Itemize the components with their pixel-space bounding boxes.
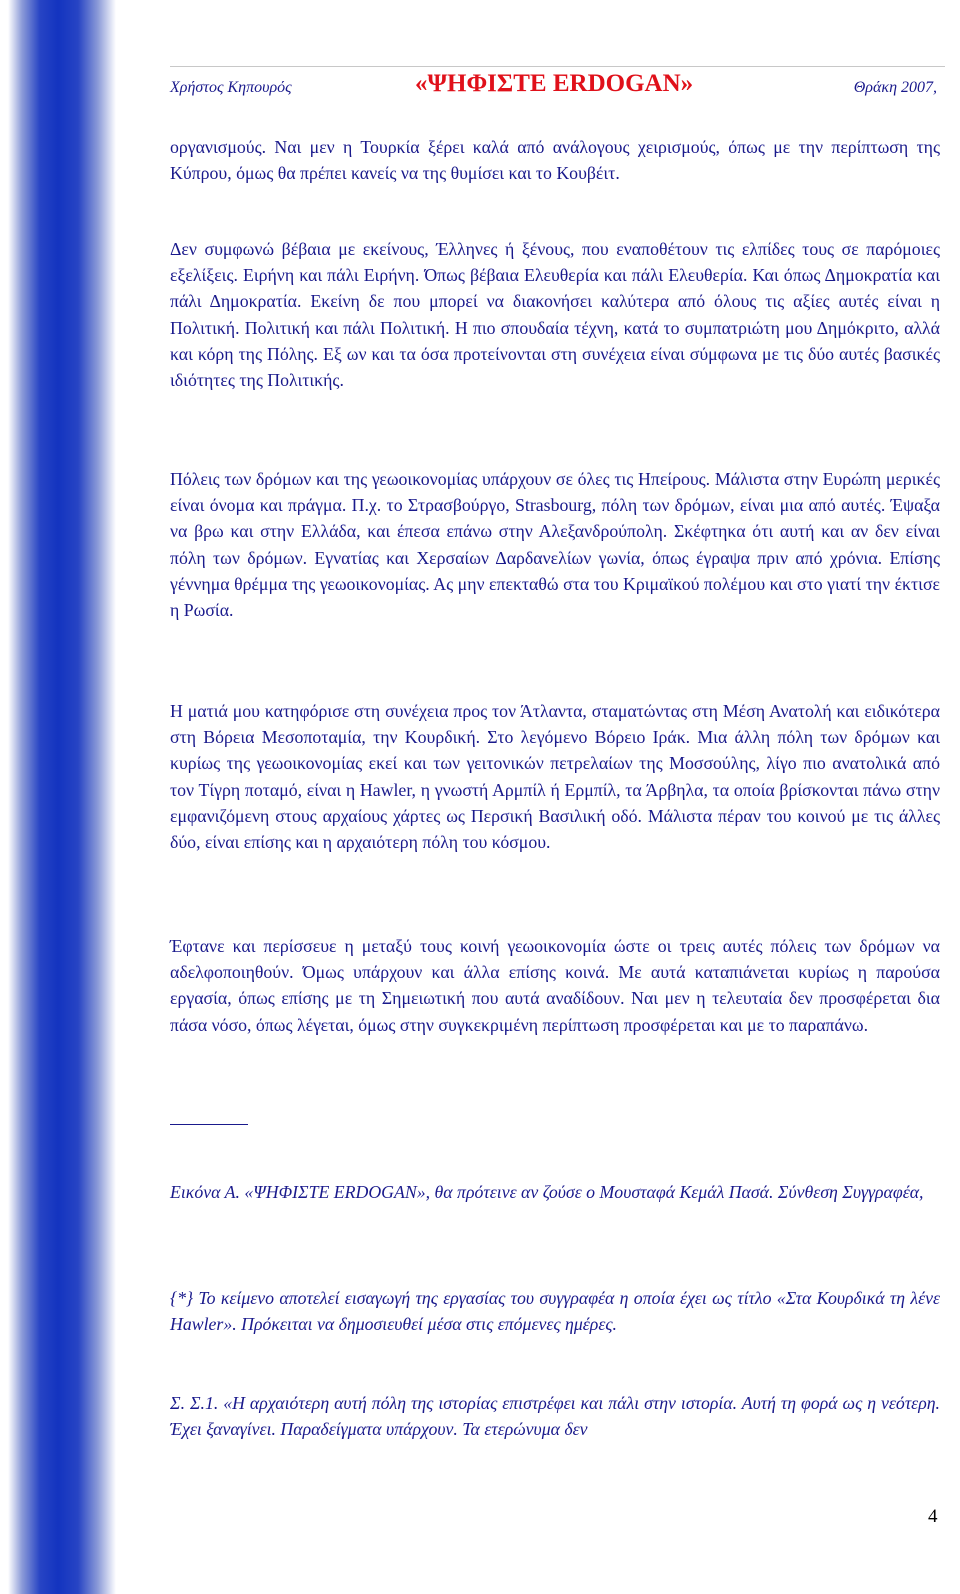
- figure-caption: Εικόνα Α. «ΨΗΦΙΣΤΕ ERDOGAN», θα πρότεινε αν ζούσε ο Μουσταφά Κεμάλ Πασά. Σύνθεση Συγγραφέα,: [170, 1182, 924, 1202]
- footnote-intro: {*} Το κείμενο αποτελεί εισαγωγή της εργασίας του συγγραφέα η οποία έχει ως τίτλο «Στα Κουρδικά τη λένε Hawler». Πρόκειται να δημοσιευθεί μέσα στις επόμενες ημέρες.: [170, 1288, 940, 1334]
- header-place-date: Θράκη 2007,: [853, 79, 937, 96]
- paragraph-3: Πόλεις των δρόμων και της γεωοικονομίας υπάρχουν σε όλες τις Ηπείρους. Μάλιστα στην Ευρώπη μερικές είναι όνομα και πράγμα. Π.χ. το Στρασβούργο, Strasbourg, πόλη των δρόμων, είναι μια από αυτές. Έψαξα να βρω και στην Ελλάδα, και έπεσα επάνω στην Αλεξανδρούπολη. Σκέφτηκα ότι αυτή και αν δεν είναι πόλη των δρόμων. Εγνατίας και Χερσαίων Δαρδανελίων γωνία, όπως έγραψα πριν από χρόνια. Επίσης γέννημα θρέμμα της γεωοικονομίας. Ας μην επεκταθώ στα του Κριμαϊκού πολέμου και στο γιατί την έκτισε η Ρωσία.: [170, 469, 940, 621]
- header-title: «ΨΗΦΙΣΤΕ ERDOGAN»: [415, 70, 694, 97]
- footnote-separator: [170, 1124, 248, 1125]
- decorative-side-bar: [0, 0, 118, 1594]
- paragraph-1: οργανισμούς. Ναι μεν η Τουρκία ξέρει καλά από ανάλογους χειρισμούς, όπως με την περίπτωση της Κύπρου, όμως θα πρέπει κανείς να της θυμίσει και το Κουβέιτ.: [170, 137, 940, 184]
- paragraph-4: Η ματιά μου κατηφόρισε στη συνέχεια προς τον Άτλαντα, σταματώντας στη Μέση Ανατολή και ειδικότερα στη Βόρεια Μεσοποταμία, την Κουρδική. Στο λεγόμενο Βόρειο Ιράκ. Μια άλλη πόλη των δρόμων και κυρίως της γεωοικονομίας εκεί και των γειτονικών πετρελαίων της Μοσσούλης, λίγο πιο ανατολικά από τον Τίγρη ποταμό, είναι η Hawler, η γνωστή Αρμπίλ ή Ερμπίλ, τα Άρβηλα, τα οποία βρίσκονται πάνω στην εμφανιζόμενη στους αρχαίους χάρτες ως Περσική Βασιλική οδό. Μάλιστα πέραν του κοινού με τις άλλες δύο, είναι επίσης και η αρχαιότερη πόλη του κόσμου.: [170, 701, 940, 853]
- paragraph-2: Δεν συμφωνώ βέβαια με εκείνους, Έλληνες ή ξένους, που εναποθέτουν τις ελπίδες τους σε παρόμοιες εξελίξεις. Ειρήνη και πάλι Ειρήνη. Όπως βέβαια Ελευθερία και πάλι Ελευθερία. Και όπως Δημοκρατία και πάλι Δημοκρατία. Εκείνη δε που μπορεί να διακονήσει καλύτερα από όλους τις αξίες αυτές είναι η Πολιτική. Πολιτική και πάλι Πολιτική. Η πιο σπουδαία τέχνη, κατά το συμπατριώτη μου Δημόκριτο, αλλά και κόρη της Πόλης. Εξ ων και τα όσα προτείνονται στη συνέχεια είναι σύμφωνα με τις δύο αυτές βασικές ιδιότητες της Πολιτικής.: [170, 239, 940, 391]
- page-header: [170, 66, 945, 107]
- paragraph-5: Έφτανε και περίσσευε η μεταξύ τους κοινή γεωοικονομία ώστε οι τρεις αυτές πόλεις των δρόμων να αδελφοποιηθούν. Όμως υπάρχουν και άλλα επίσης κοινά. Με αυτά καταπιάνεται κυρίως η παρούσα εργασία, όπως επίσης με τη Σημειωτική που αυτά αναδίδουν. Ναι μεν η τελευταία δεν προσφέρεται δια πάσα νόσο, όπως λέγεται, όμως στην συγκεκριμένη περίπτωση προσφέρεται και με το παραπάνω.: [170, 936, 940, 1035]
- page-number: 4: [928, 1506, 938, 1527]
- footnote-note-1: Σ. Σ.1. «Η αρχαιότερη αυτή πόλη της ιστορίας επιστρέφει και πάλι στην ιστορία. Αυτή τη φορά ως η νεότερη. Έχει ξαναγίνει. Παραδείγματα υπάρχουν. Τα ετερώνυμα δεν: [170, 1393, 940, 1439]
- header-author: Χρήστος Κηπουρός: [170, 79, 292, 96]
